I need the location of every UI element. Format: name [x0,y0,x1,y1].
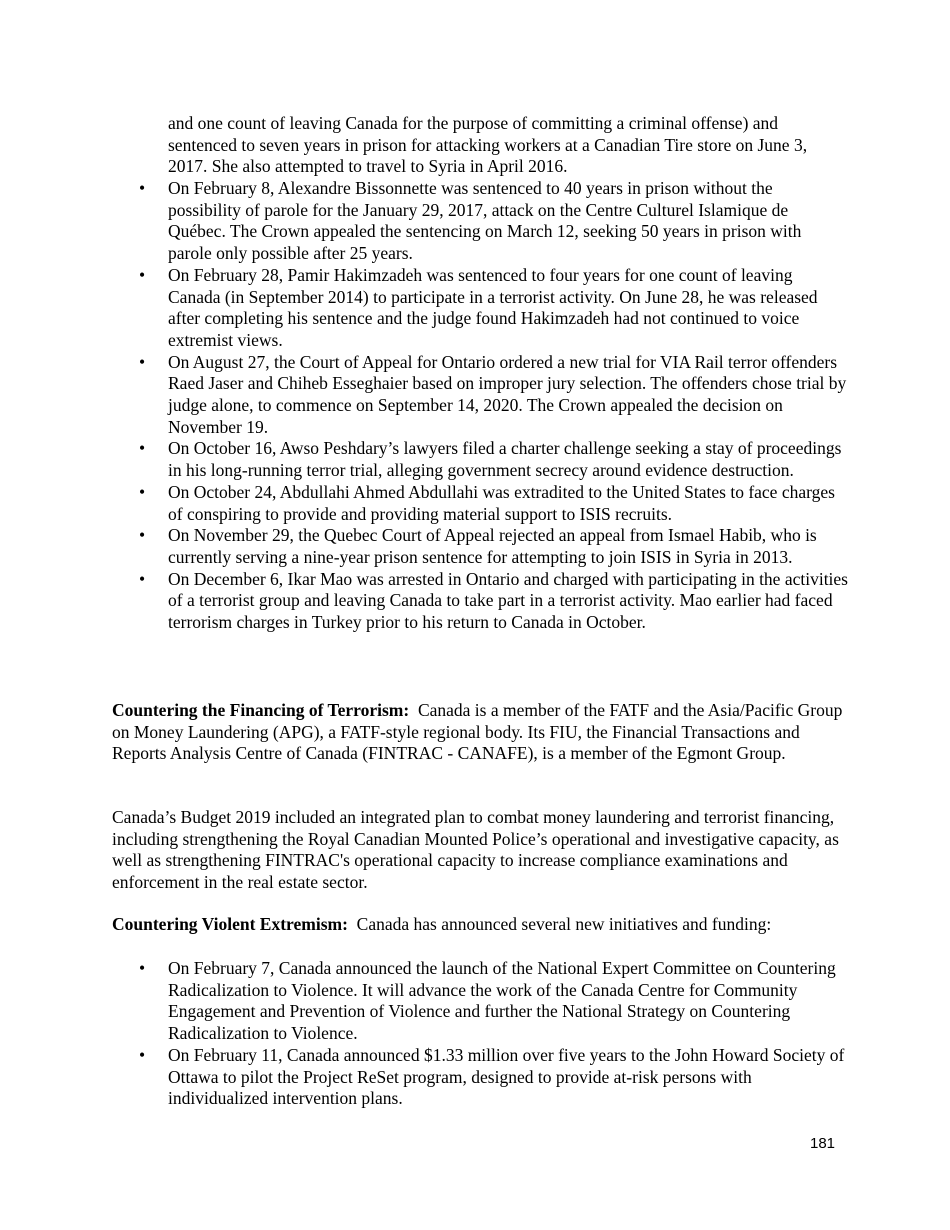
bullet-icon: • [139,481,146,502]
cve-initiatives-list [0,958,950,1110]
bullet-icon: • [139,438,146,459]
financing-text: Canada is a member of the FATF and the Asia/Pacific Group on Money Laundering (APG), a FATF-style regional body. Its FIU, the Financial Transactions and Reports Analysis Centre of Canada (FINTRAC - CANAFE), is a member of the Egmont Group. [112,700,843,764]
list-item-text: On February 8, Alexandre Bissonnette was sentenced to 40 years in prison without the possibility of parole for the January 29, 2017, attack on the Centre Culturel Islamique de Québec. The Crown appealed the sentencing on March 12, seeking 50 years in prison with parole only possible after 25 years. [168,178,802,264]
budget-paragraph: Canada’s Budget 2019 included an integrated plan to combat money laundering and terrorist financing, including strengthening the Royal Canadian Mounted Police’s operational and investigative capacity, as well as strengthening FINTRAC's operational capacity to increase compliance examinations and enforcement in the real estate sector. [112,807,839,893]
page-number: 181 [810,1135,836,1152]
list-item-text: On December 6, Ikar Mao was arrested in Ontario and charged with participating in the activities of a terrorist group and leaving Canada to take part in a terrorist activity. Mao earlier had faced terrorism charges in Turkey prior to his return to Canada in October. [168,568,848,633]
list-item-text: On February 11, Canada announced $1.33 million over five years to the John Howard Society of Ottawa to pilot the Project ReSet program, designed to provide at-risk persons with individualized intervention plans. [168,1044,845,1109]
bullet-icon: • [139,264,146,285]
list-item [0,569,848,634]
list-item [0,482,848,525]
list-item-text: On November 29, the Quebec Court of Appeal rejected an appeal from Ismael Habib, who is currently serving a nine-year prison sentence for attempting to join ISIS in Syria in 2013. [168,525,817,567]
list-item [0,1045,848,1110]
list-item-text: On August 27, the Court of Appeal for Ontario ordered a new trial for VIA Rail terror offenders Raed Jaser and Chiheb Esseghaier based on improper jury selection. The offenders chose trial by judge alone, to commence on September 14, 2020. The Crown appealed the decision on November 19. [168,351,847,437]
list-item [0,958,848,1045]
continuation-paragraph: and one count of leaving Canada for the purpose of committing a criminal offense) and sentenced to seven years in prison for attacking workers at a Canadian Tire store on June 3, 2017. She also attempted to travel to Syria in April 2016. [168,113,808,177]
bullet-icon: • [139,351,146,372]
bullet-icon: • [139,958,146,978]
list-item [0,265,848,352]
list-item-text: On October 16, Awso Peshdary’s lawyers filed a charter challenge seeking a stay of proceedings in his long-running terror trial, alleging government secrecy around evidence destruction. [168,438,842,481]
bullet-icon: • [139,1044,146,1065]
extremism-heading: Countering Violent Extremism: [112,914,348,934]
list-item [0,178,848,265]
list-item-text: On October 24, Abdullahi Ahmed Abdullahi was extradited to the United States to face charges of conspiring to provide and providing material support to ISIS recruits. [168,481,835,524]
list-item [0,438,848,481]
list-item [0,352,848,439]
financing-paragraph [112,700,847,765]
financing-heading: Countering the Financing of Terrorism: [112,700,410,720]
bullet-icon: • [139,568,146,589]
bullet-icon: • [139,525,146,546]
list-item [0,525,848,568]
list-item-text: On February 7, Canada announced the launch of the National Expert Committee on Countering Radicalization to Violence. It will advance the work of the Canada Centre for Community Engagement and Prevention of Violence and further the National Strategy on Countering Radicalization to Violence. [168,958,836,1044]
extremism-text: Canada has announced several new initiatives and funding: [356,914,772,934]
legal-actions-list [0,178,950,634]
list-item-text: On February 28, Pamir Hakimzadeh was sentenced to four years for one count of leaving Canada (in September 2014) to participate in a terrorist activity. On June 28, he was released after completing his sentence and the judge found Hakimzadeh had not continued to voice extremist views. [168,264,818,350]
bullet-icon: • [139,178,146,198]
extremism-paragraph [112,914,847,936]
